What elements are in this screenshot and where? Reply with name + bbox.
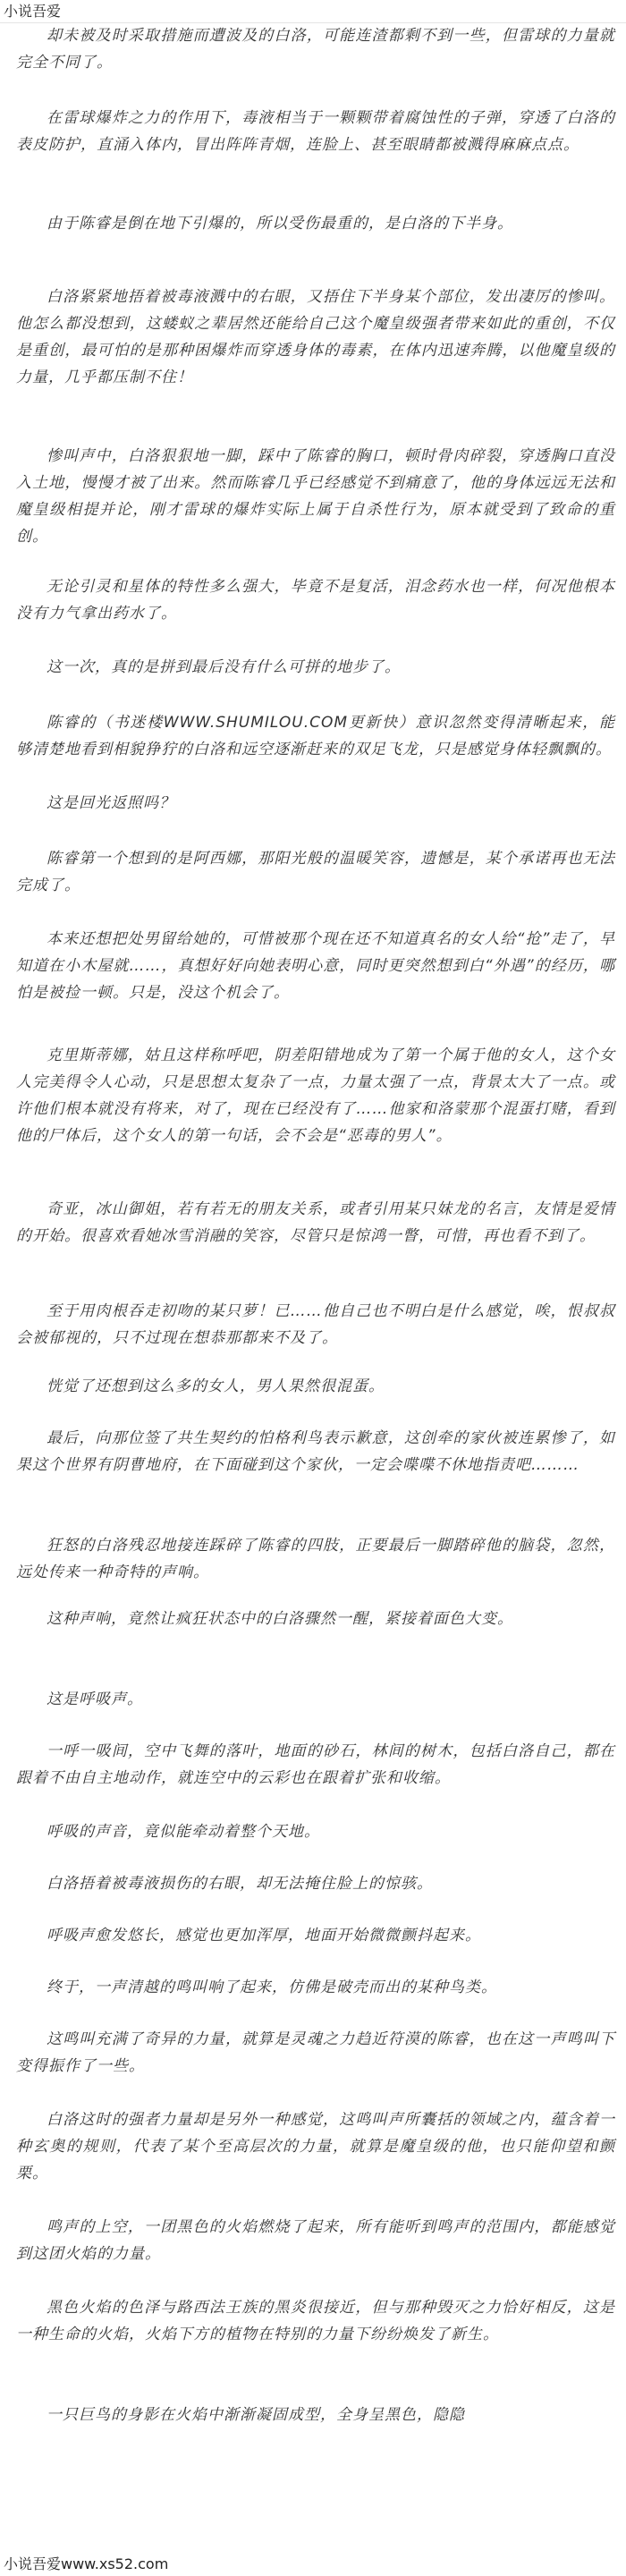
paragraph: 这是回光返照吗？ bbox=[47, 794, 175, 812]
paragraph: 无论引灵和星体的特性多么强大，毕竟不是复活，泪念药水也一样，何况他根本没有力气拿出药水了。 bbox=[16, 578, 615, 623]
paragraph: 狂怒的白洛残忍地接连踩碎了陈睿的四肢，正要最后一脚踏碎他的脑袋，忽然，远处传来一种奇特的声响。 bbox=[16, 1537, 615, 1581]
paragraph: 白洛这时的强者力量却是另外一种感觉，这鸣叫声所囊括的领域之内，蕴含着一种玄奥的规则，代表了某个至高层次的力量，就算是魔皇级的他，也只能仰望和颤栗。 bbox=[16, 2111, 615, 2182]
paragraph: 陈睿第一个想到的是阿西娜，那阳光般的温暖笑容，遗憾是，某个承诺再也无法完成了。 bbox=[16, 850, 615, 894]
paragraph: 白洛紧紧地捂着被毒液溅中的右眼，又捂住下半身某个部位，发出凄厉的惨叫。他怎么都没想到，这蝼蚁之辈居然还能给自己这个魔皇级强者带来如此的重创，不仅是重创，最可怕的是那种困爆炸而穿透身体的毒素，在体内迅速奔腾，以他魔皇级的力量，几乎都压制不住！ bbox=[16, 288, 615, 386]
paragraph: 陈睿的（书迷楼WWW.SHUMILOU.COM更新快）意识忽然变得清晰起来，能够清楚地看到相貌狰狞的白洛和远空逐渐赶来的双足飞龙，只是感觉身体轻飘飘的。 bbox=[16, 714, 615, 758]
paragraph: 这是呼吸声。 bbox=[47, 1690, 143, 1708]
paragraph: 这种声响，竟然让疯狂状态中的白洛骤然一醒，紧接着面色大变。 bbox=[47, 1610, 513, 1628]
paragraph: 奇亚，冰山御姐，若有若无的朋友关系，或者引用某只妹龙的名言，友情是爱情的开始。很喜欢看她冰雪消融的笑容，尽管只是惊鸿一瞥，可惜，再也看不到了。 bbox=[16, 1200, 615, 1245]
paragraph: 鸣声的上空，一团黑色的火焰燃烧了起来，所有能听到鸣声的范围内，都能感觉到这团火焰的力量。 bbox=[16, 2218, 615, 2263]
paragraph: 呼吸的声音，竟似能牵动着整个天地。 bbox=[47, 1823, 320, 1841]
paragraph: 一只巨鸟的身影在火焰中渐渐凝固成型，全身呈黑色，隐隐 bbox=[47, 2406, 465, 2424]
paragraph: 至于用肉根吞走初吻的某只萝！已……他自己也不明白是什么感觉，唉，恨叔叔会被郁视的，只不过现在想恭那都来不及了。 bbox=[16, 1302, 615, 1347]
site-footer bbox=[0, 2553, 626, 2576]
paragraph: 白洛捂着被毒液损伤的右眼，却无法掩住脸上的惊骇。 bbox=[47, 1875, 433, 1893]
paragraph: 一呼一吸间，空中飞舞的落叶，地面的砂石，林间的树木，包括白洛自己，都在跟着不由自主地动作，就连空中的云彩也在跟着扩张和收缩。 bbox=[16, 1742, 615, 1787]
site-name-label: 小说吾爱 bbox=[4, 3, 62, 20]
paragraph: 克里斯蒂娜，姑且这样称呼吧，阴差阳错地成为了第一个属于他的女人，这个女人完美得令人心动，只是思想太复杂了一点，力量太强了一点，背景太大了一点。或许他们根本就没有将来，对了，现在已经没有了……他家和洛蒙那个混蛋打赌，看到他的尸体后，这个女人的第一句话，会不会是“恶毒的男人”。 bbox=[16, 1046, 615, 1145]
paragraph: 这鸣叫充满了奇异的力量，就算是灵魂之力趋近符漠的陈睿，也在这一声鸣叫下变得振作了一些。 bbox=[16, 2030, 615, 2075]
paragraph: 却未被及时采取措施而遭波及的白洛，可能连渣都剩不到一些，但雷球的力量就完全不同了。 bbox=[16, 27, 615, 72]
site-header bbox=[0, 0, 626, 23]
paragraph: 本来还想把处男留给她的，可惜被那个现在还不知道真名的女人给“抢”走了，早知道在小木屋就……，真想好好向她表明心意，同时更突然想到白“外遇”的经历，哪怕是被捡一顿。只是，没这个机会了。 bbox=[16, 930, 615, 1002]
paragraph: 由于陈睿是倒在地下引爆的，所以受伤最重的，是白洛的下半身。 bbox=[47, 215, 513, 233]
paragraph: 惨叫声中，白洛狠狠地一脚，踩中了陈睿的胸口，顿时骨肉碎裂，穿透胸口直没入土地，慢慢才被了出来。然而陈睿几乎已经感觉不到痛意了，他的身体远远无法和魔皇级相提并论，刚才雷球的爆炸实际上属于自杀性行为，原本就受到了致命的重创。 bbox=[16, 447, 615, 546]
paragraph: 在雷球爆炸之力的作用下，毒液相当于一颗颗带着腐蚀性的子弹，穿透了白洛的表皮防护，直涌入体内，冒出阵阵青烟，连脸上、甚至眼睛都被溅得麻麻点点。 bbox=[16, 109, 615, 154]
paragraph: 黑色火焰的色泽与路西法王族的黑炎很接近，但与那种毁灭之力恰好相反，这是一种生命的火焰，火焰下方的植物在特别的力量下纷纷焕发了新生。 bbox=[16, 2299, 615, 2343]
paragraph: 最后，向那位签了共生契约的怕格利鸟表示歉意，这创牵的家伙被连累惨了，如果这个世界有阴曹地府，在下面碰到这个家伙，一定会喋喋不休地指责吧……… bbox=[16, 1429, 615, 1474]
paragraph: 终于，一声清越的鸣叫响了起来，仿佛是破壳而出的某种鸟类。 bbox=[47, 1979, 497, 1996]
paragraph: 恍觉了还想到这么多的女人，男人果然很混蛋。 bbox=[47, 1377, 385, 1395]
paragraph: 这一次，真的是拼到最后没有什么可拼的地步了。 bbox=[47, 658, 401, 676]
paragraph: 呼吸声愈发悠长，感觉也更加浑厚，地面开始微微颤抖起来。 bbox=[47, 1927, 481, 1945]
site-footer-label: 小说吾爱www.xs52.com bbox=[4, 2555, 169, 2572]
